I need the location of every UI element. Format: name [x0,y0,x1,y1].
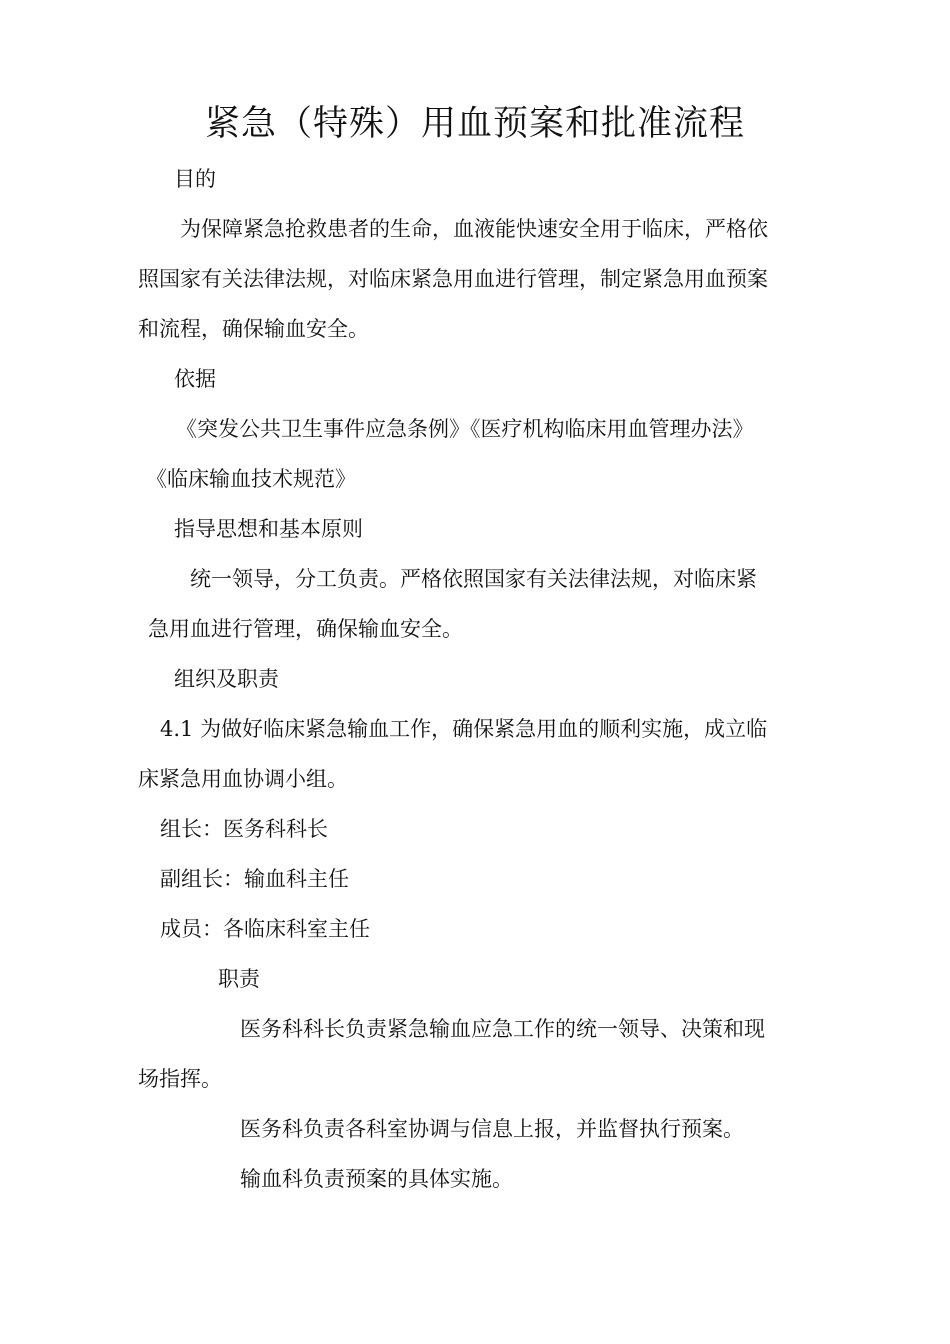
document-title: 紧急（特殊）用血预案和批准流程 [204,104,745,144]
paragraph-line: 床紧急用血协调小组。 [138,767,348,791]
section-heading-basis: 依据 [174,367,216,391]
paragraph-line: 为保障紧急抢救患者的生命，血液能快速安全用于临床，严格依 [180,217,768,241]
section-heading-principles: 指导思想和基本原则 [174,517,363,541]
paragraph-line: 输血科负责预案的具体实施。 [240,1167,513,1191]
leader-line: 组长：医务科科长 [160,817,328,841]
paragraph-line: 《突发公共卫生事件应急条例》《医疗机构临床用血管理办法》 [176,417,754,441]
paragraph-line: 场指挥。 [138,1067,222,1091]
section-heading-purpose: 目的 [174,167,216,191]
paragraph-line: 医务科负责各科室协调与信息上报，并监督执行预案。 [240,1117,744,1141]
paragraph-line: 和流程，确保输血安全。 [138,317,369,341]
paragraph-line: 统一领导，分工负责。严格依照国家有关法律法规，对临床紧 [190,567,757,591]
deputy-leader-line: 副组长：输血科主任 [160,867,349,891]
subsection-heading-duties: 职责 [218,967,260,991]
members-line: 成员：各临床科室主任 [160,917,370,941]
paragraph-line: 《临床输血技术规范》 [146,467,356,491]
paragraph-line: 4.1 为做好临床紧急输血工作，确保紧急用血的顺利实施，成立临 [160,717,768,741]
paragraph-line: 急用血进行管理，确保输血安全。 [148,617,463,641]
paragraph-line: 照国家有关法律法规，对临床紧急用血进行管理，制定紧急用血预案 [138,267,768,291]
paragraph-line: 医务科科长负责紧急输血应急工作的统一领导、决策和现 [240,1017,765,1041]
section-heading-organization: 组织及职责 [174,667,279,691]
